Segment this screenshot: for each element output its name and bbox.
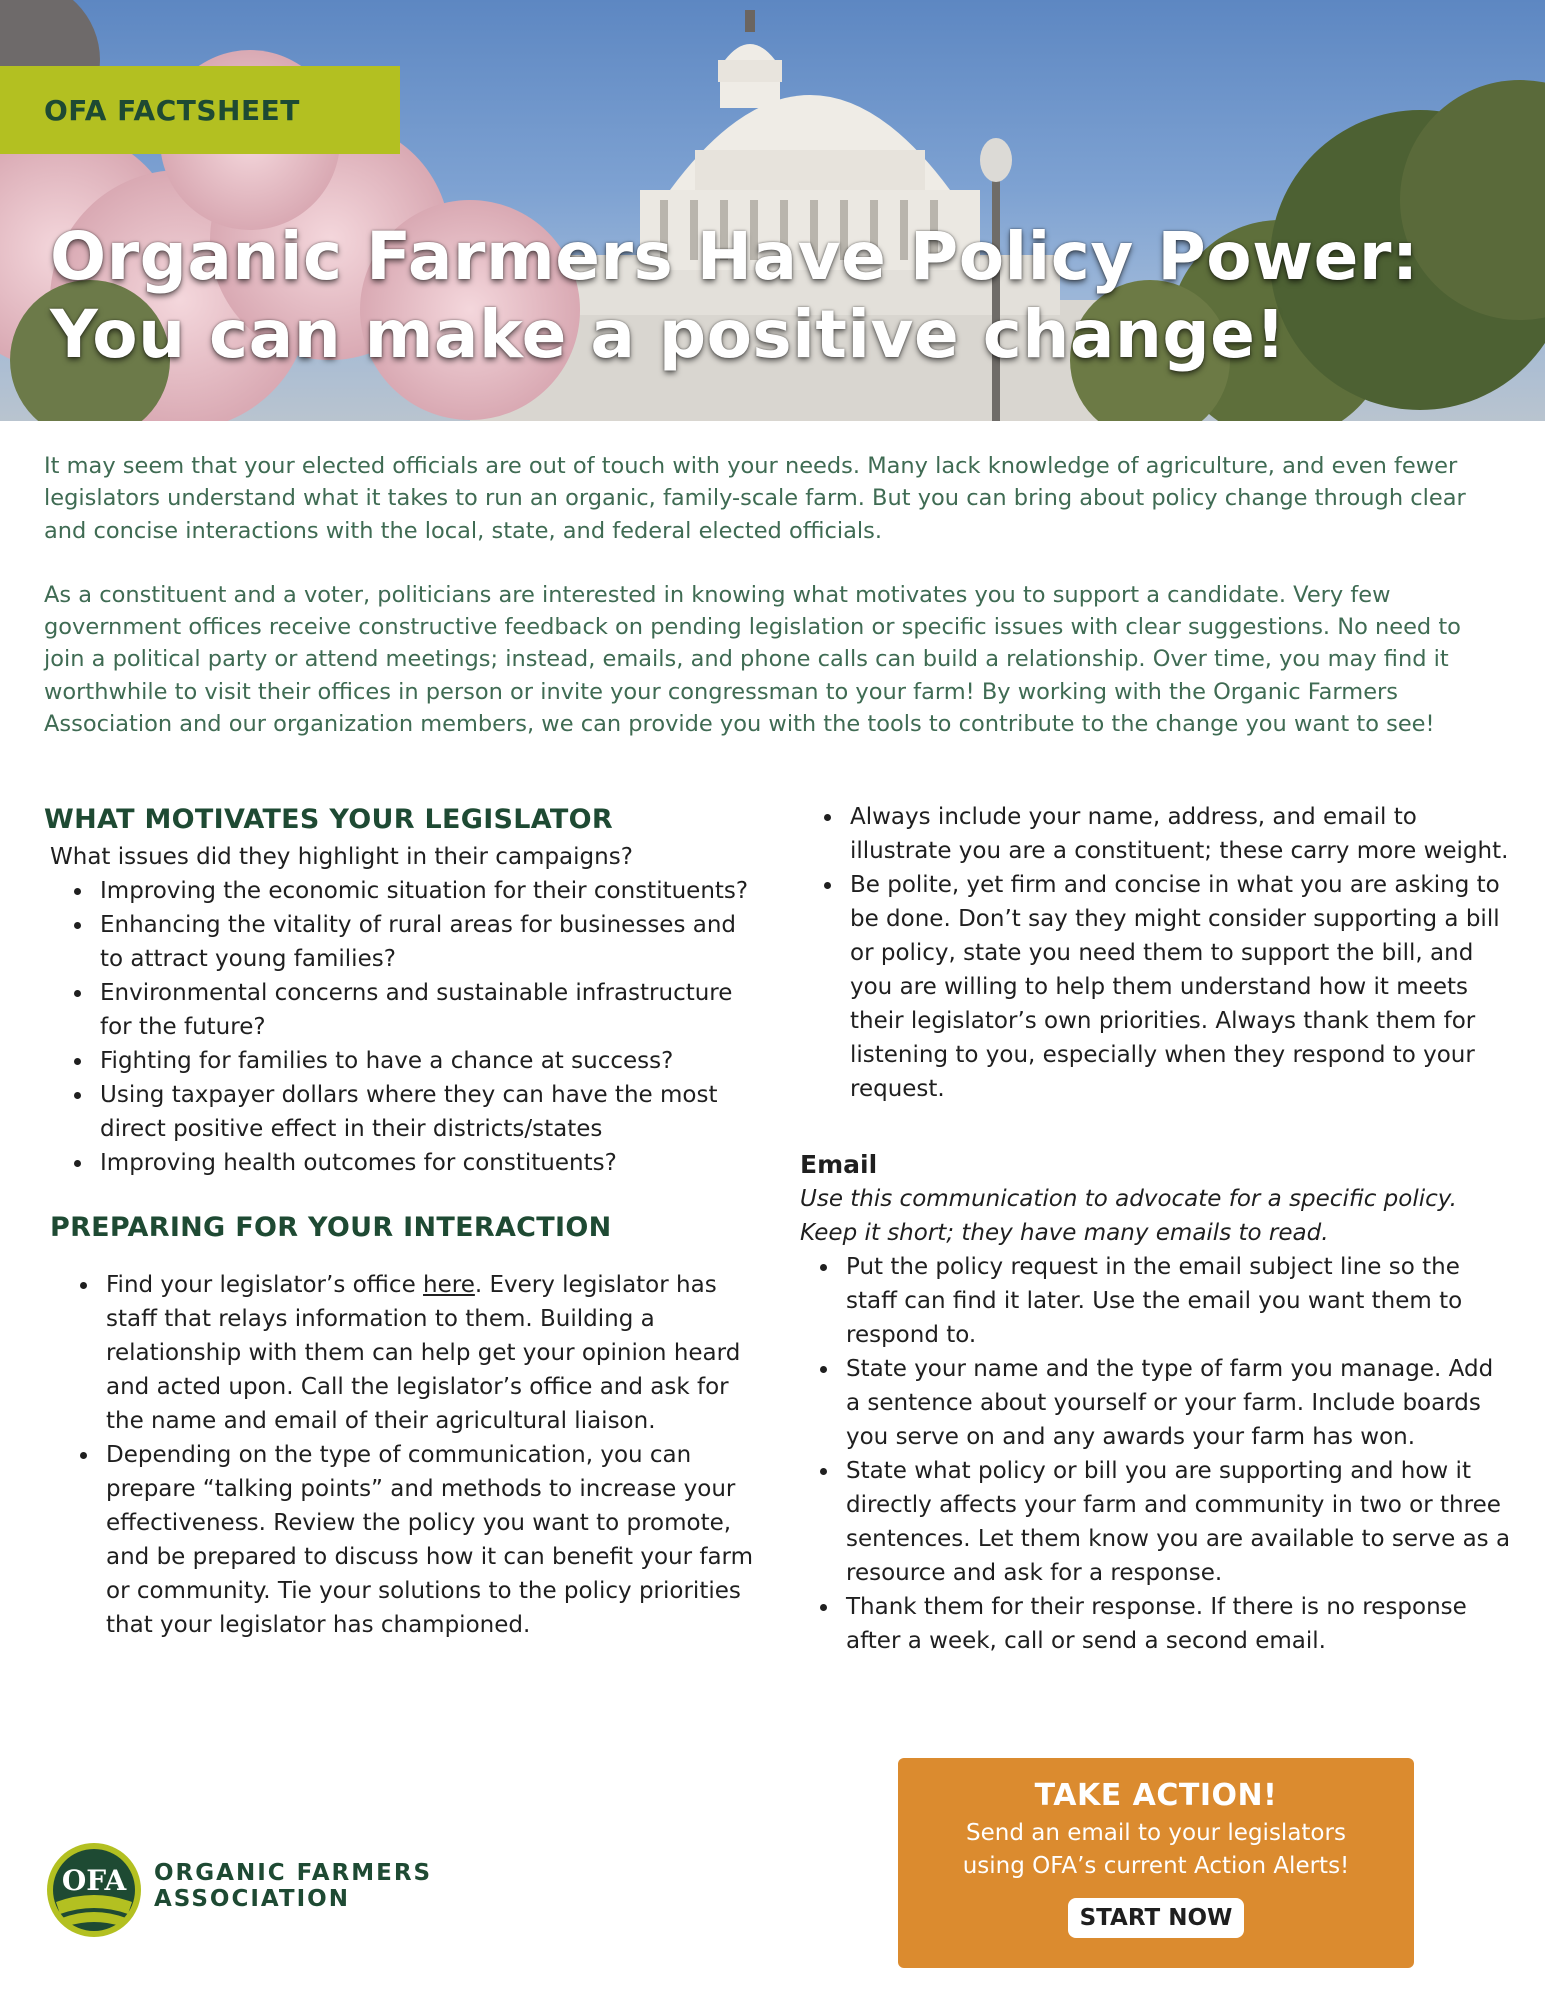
list-item: Thank them for their response. If there is no response after a week, call or send a second email. bbox=[796, 1590, 1512, 1658]
list-item: Improving health outcomes for constituents? bbox=[50, 1146, 764, 1180]
list-item: Using taxpayer dollars where they can have the most direct positive effect in their districts/states bbox=[50, 1078, 764, 1146]
list-item: Depending on the type of communication, you can prepare “talking points” and methods to increase your effectiveness. Review the policy you want to promote, and be prepared to discuss how it can benefit your farm or community. Tie your solutions to the policy priorities that your legislator has championed. bbox=[56, 1438, 764, 1642]
list-item bbox=[56, 1268, 764, 1438]
preparing-item1-text-cont: . Every legislator has staff that relays information to them. Building a relationship with them can help get your opinion heard and acted upon. Call the legislator’s office and ask for the name and email of their agricultural liaison. bbox=[106, 1272, 741, 1434]
take-action-text-line1: Send an email to your legislators bbox=[966, 1820, 1346, 1846]
email-intro: Use this communication to advocate for a specific policy. Keep it short; they have many emails to read. bbox=[800, 1186, 1457, 1246]
page-title-line1: Organic Farmers Have Policy Power: bbox=[50, 218, 1419, 295]
logo-text-line1: ORGANIC FARMERS bbox=[154, 1860, 433, 1886]
list-item: Be polite, yet firm and concise in what you are asking to be done. Don’t say they might consider supporting a bill or policy, state you need them to support the bill, and you are willing to help them understand how it meets their legislator’s own priorities. Always thank them for listening to you, especially when they respond to your request. bbox=[800, 868, 1512, 1106]
list-item: State what policy or bill you are supporting and how it directly affects your farm and community in two or three sentences. Let them know you are available to serve as a resource and ask for a response. bbox=[796, 1454, 1512, 1590]
preparing-item1-text: Find your legislator’s office bbox=[106, 1272, 424, 1298]
list-item: Enhancing the vitality of rural areas for businesses and to attract young families? bbox=[50, 908, 764, 976]
page-title bbox=[50, 218, 1530, 374]
ofa-logo-text bbox=[154, 1860, 432, 1912]
preparing-list bbox=[56, 1268, 764, 1642]
start-now-button[interactable]: START NOW bbox=[1068, 1898, 1245, 1938]
contact-tips-list bbox=[800, 800, 1512, 1106]
right-column bbox=[800, 800, 1512, 1658]
email-heading: Email bbox=[800, 1150, 878, 1179]
list-item: Environmental concerns and sustainable infrastructure for the future? bbox=[50, 976, 764, 1044]
page-title-line2: You can make a positive change! bbox=[50, 296, 1287, 373]
left-column bbox=[44, 800, 764, 1642]
factsheet-badge-label: OFA FACTSHEET bbox=[44, 93, 300, 127]
list-item: Always include your name, address, and email to illustrate you are a constituent; these carry more weight. bbox=[800, 800, 1512, 868]
preparing-heading: PREPARING FOR YOUR INTERACTION bbox=[50, 1212, 612, 1243]
email-list bbox=[796, 1250, 1512, 1658]
ofa-logo bbox=[44, 1840, 464, 1940]
list-item: Fighting for families to have a chance at success? bbox=[50, 1044, 764, 1078]
take-action-text-line2: using OFA’s current Action Alerts! bbox=[962, 1853, 1350, 1879]
ofa-logo-mark-icon bbox=[44, 1840, 144, 1940]
motivates-list bbox=[50, 874, 764, 1180]
motivates-heading: WHAT MOTIVATES YOUR LEGISLATOR bbox=[44, 804, 613, 835]
factsheet-badge bbox=[0, 66, 400, 154]
hero-banner bbox=[0, 0, 1545, 421]
intro-paragraph-2: As a constituent and a voter, politicians are interested in knowing what motivates you to support a candidate. Very few government offices receive constructive feedback on pending legislation or specific issues with clear suggestions. No need to join a political party or attend meetings; instead, emails, and phone calls can build a relationship. Over time, you may find it worthwhile to visit their offices in person or invite your congressman to your farm! By working with the Organic Farmers Association and our organization members, we can provide you with the tools to contribute to the change you want to see! bbox=[44, 581, 1461, 738]
find-office-link[interactable]: here bbox=[423, 1272, 475, 1298]
take-action-title: TAKE ACTION! bbox=[1034, 1778, 1278, 1813]
svg-text:OFA: OFA bbox=[61, 1864, 127, 1897]
intro-section bbox=[44, 450, 1504, 772]
list-item: Improving the economic situation for their constituents? bbox=[50, 874, 764, 908]
list-item: Put the policy request in the email subject line so the staff can find it later. Use the email you want them to respond to. bbox=[796, 1250, 1512, 1352]
motivates-lead: What issues did they highlight in their campaigns? bbox=[50, 844, 633, 870]
intro-paragraph-1: It may seem that your elected officials are out of touch with your needs. Many lack knowledge of agriculture, and even fewer legislators understand what it takes to run an organic, family-scale farm. But you can bring about policy change through clear and concise interactions with the local, state, and federal elected officials. bbox=[44, 453, 1466, 544]
logo-text-line2: ASSOCIATION bbox=[154, 1886, 350, 1912]
take-action-box bbox=[898, 1758, 1414, 1968]
list-item: State your name and the type of farm you manage. Add a sentence about yourself or your farm. Include boards you serve on and any awards your farm has won. bbox=[796, 1352, 1512, 1454]
